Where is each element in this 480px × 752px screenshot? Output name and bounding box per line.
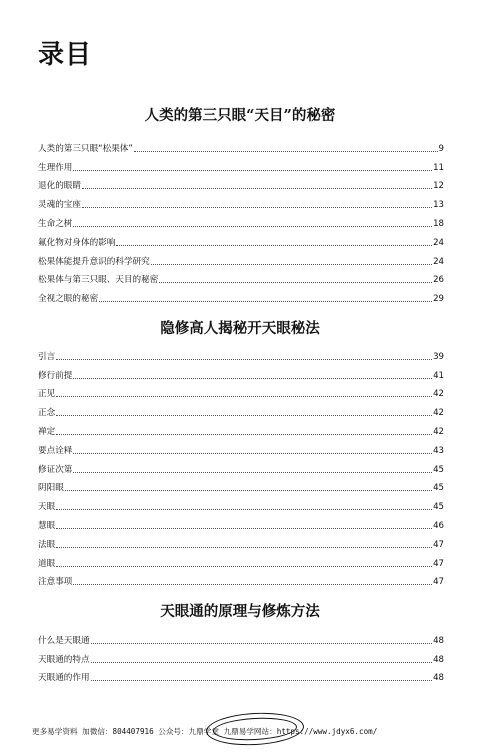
toc-entry-label: 正见: [38, 389, 56, 400]
toc-entry-label: 注意事项: [38, 577, 73, 588]
toc-entry[interactable]: [38, 531, 444, 550]
toc-entry-label: 修证次第: [38, 464, 73, 475]
toc-entry[interactable]: [38, 646, 444, 665]
toc-entry[interactable]: [38, 248, 444, 267]
toc-entry-page: 46: [433, 520, 444, 531]
page-title: 录目: [38, 40, 93, 70]
toc-entry[interactable]: [38, 343, 444, 362]
toc-entry-label: 天眼通的作用: [38, 673, 90, 684]
toc-entry-label: 灵魂的宝座: [38, 200, 81, 211]
dot-leader: [116, 244, 432, 246]
toc-entry[interactable]: [38, 475, 444, 494]
toc-entry-page: 47: [433, 577, 444, 588]
dot-leader: [56, 358, 432, 360]
dot-leader: [56, 433, 432, 435]
toc-entry-page: 48: [433, 654, 444, 665]
toc-entry-page: 45: [433, 464, 444, 475]
toc-entry-page: 47: [433, 539, 444, 550]
toc-entry[interactable]: [38, 456, 444, 475]
toc-entry-label: 松果体与第三只眼、天目的秘密: [38, 275, 159, 286]
toc-entry[interactable]: [38, 135, 444, 154]
toc-entry-page: 47: [433, 558, 444, 569]
toc-entry-label: 慧眼: [38, 520, 56, 531]
toc-entry-page: 45: [433, 483, 444, 494]
toc-entry-label: 什么是天眼通: [38, 635, 90, 646]
toc-entry[interactable]: [38, 550, 444, 569]
toc-entry-page: 26: [433, 275, 444, 286]
toc-entry[interactable]: [38, 665, 444, 684]
toc-entry-page: 42: [433, 389, 444, 400]
toc-entry-label: 松果体能提升意识的科学研究: [38, 256, 150, 267]
toc-entry-page: 41: [433, 370, 444, 381]
toc-entry[interactable]: [38, 173, 444, 192]
toc-entry[interactable]: [38, 154, 444, 173]
toc-entry-label: 生命之树: [38, 218, 73, 229]
toc-entry-page: 24: [433, 237, 444, 248]
dot-leader: [82, 206, 432, 208]
toc-entry-label: 退化的眼睛: [38, 181, 81, 192]
toc-section-2: [38, 343, 444, 587]
toc-entry[interactable]: [38, 627, 444, 646]
toc-entry-label: 禅定: [38, 426, 56, 437]
dot-leader: [134, 150, 438, 152]
toc-entry[interactable]: [38, 569, 444, 588]
toc-entry-label: 人类的第三只眼“松果体”: [38, 143, 133, 154]
toc-entry-page: 13: [433, 200, 444, 211]
toc-entry-label: 阴阳眼: [38, 483, 64, 494]
dot-leader: [73, 377, 432, 379]
toc-entry-page: 48: [433, 635, 444, 646]
toc-entry-label: 正念: [38, 408, 56, 419]
section-heading: 天眼通的原理与修炼方法: [160, 603, 320, 620]
toc-entry-label: 生理作用: [38, 162, 73, 173]
toc-section-1: [38, 135, 444, 304]
dot-leader: [73, 583, 432, 585]
toc-entry[interactable]: [38, 229, 444, 248]
dot-leader: [56, 546, 432, 548]
dot-leader: [91, 642, 432, 644]
toc-entry[interactable]: [38, 512, 444, 531]
toc-entry[interactable]: [38, 210, 444, 229]
toc-entry-label: 引言: [38, 351, 56, 362]
toc-entry-label: 法眼: [38, 539, 56, 550]
toc-entry-page: 29: [433, 294, 444, 305]
dot-leader: [91, 679, 432, 681]
toc-entry[interactable]: [38, 437, 444, 456]
dot-leader: [82, 187, 432, 189]
toc-entry[interactable]: [38, 418, 444, 437]
toc-entry-page: 24: [433, 256, 444, 267]
toc-entry-label: 天眼: [38, 502, 56, 513]
toc-entry-page: 48: [433, 673, 444, 684]
dot-leader: [56, 508, 432, 510]
toc-entry[interactable]: [38, 267, 444, 286]
toc-entry[interactable]: [38, 362, 444, 381]
section-heading: 人类的第三只眼“天目”的秘密: [144, 107, 336, 124]
toc-entry-page: 39: [433, 351, 444, 362]
toc-entry-page: 42: [433, 426, 444, 437]
toc-entry-label: 氟化物对身体的影响: [38, 237, 116, 248]
toc-entry-page: 9: [438, 143, 444, 154]
dot-leader: [91, 661, 432, 663]
toc-entry-page: 18: [433, 218, 444, 229]
dot-leader: [159, 281, 432, 283]
toc-entry-label: 修行前提: [38, 370, 73, 381]
toc-entry[interactable]: [38, 191, 444, 210]
section-heading: 隐修高人揭秘开天眼秘法: [160, 320, 320, 337]
toc-entry-label: 天眼通的特点: [38, 654, 90, 665]
toc-entry-page: 43: [433, 445, 444, 456]
dot-leader: [73, 471, 432, 473]
dot-leader: [56, 527, 432, 529]
toc-entry-label: 要点诠释: [38, 445, 73, 456]
toc-entry[interactable]: [38, 399, 444, 418]
toc-entry-page: 45: [433, 502, 444, 513]
toc-entry[interactable]: [38, 381, 444, 400]
toc-entry-page: 11: [433, 162, 444, 173]
toc-entry-label: 全视之眼的秘密: [38, 294, 99, 305]
dot-leader: [56, 395, 432, 397]
dot-leader: [99, 300, 432, 302]
dot-leader: [73, 225, 432, 227]
toc-section-3: [38, 627, 444, 683]
toc-entry-page: 42: [433, 408, 444, 419]
toc-entry-label: 道眼: [38, 558, 56, 569]
dot-leader: [73, 169, 432, 171]
dot-leader: [151, 263, 432, 265]
dot-leader: [56, 565, 432, 567]
footer-text: 更多易学资料 加微信：804407916 公众号：九鼎学堂 九鼎易学网站：https://www.jdyx6.com/: [32, 727, 378, 736]
toc-entry-page: 12: [433, 181, 444, 192]
dot-leader: [56, 414, 432, 416]
toc-entry[interactable]: [38, 493, 444, 512]
toc-entry[interactable]: [38, 285, 444, 304]
dot-leader: [65, 489, 432, 491]
dot-leader: [73, 452, 432, 454]
